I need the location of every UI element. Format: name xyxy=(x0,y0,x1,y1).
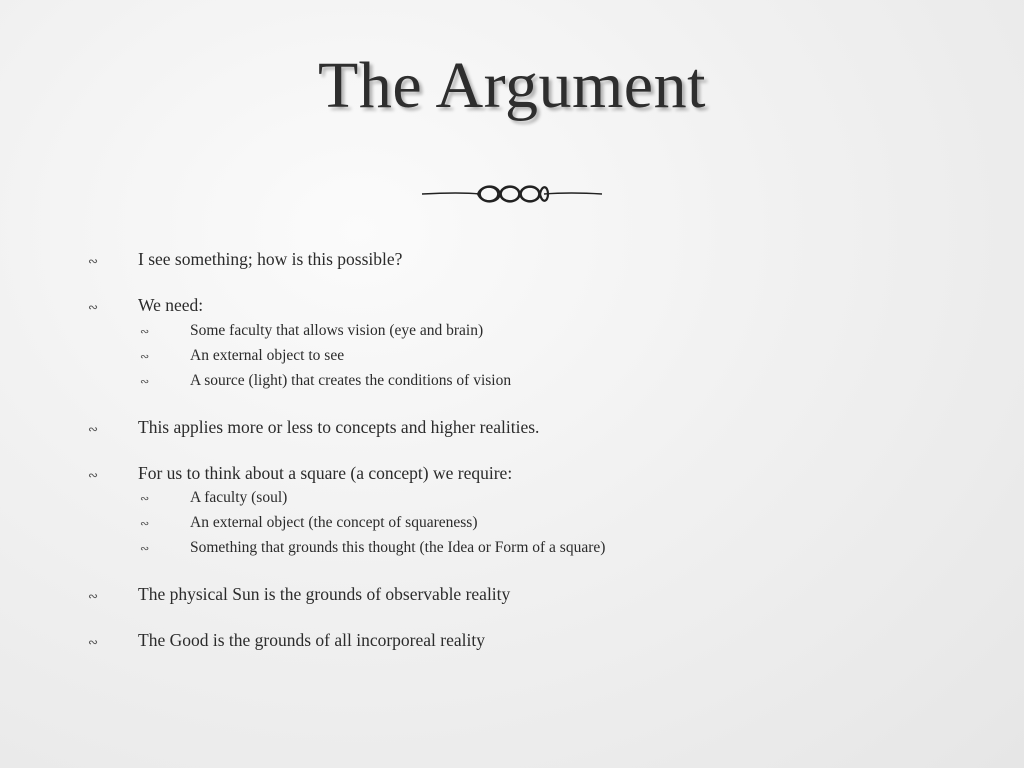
sub-bullet-item xyxy=(140,489,287,507)
sub-bullet-item xyxy=(140,347,344,365)
bullet-marker-icon: ∾ xyxy=(140,517,150,530)
sub-bullet-item xyxy=(140,372,511,390)
bullet-marker-icon: ∾ xyxy=(88,589,99,603)
bullet-item xyxy=(88,463,512,484)
sub-bullet-item xyxy=(140,514,478,532)
bullet-text: This applies more or less to concepts and higher realities. xyxy=(138,417,540,437)
bullet-text: I see something; how is this possible? xyxy=(138,249,403,269)
bullet-text: The Good is the grounds of all incorporeal reality xyxy=(138,630,485,650)
bullet-marker-icon: ∾ xyxy=(88,254,99,268)
bullet-text: The physical Sun is the grounds of observable reality xyxy=(138,584,511,604)
sub-bullet-text: Something that grounds this thought (the Idea or Form of a square) xyxy=(190,539,606,556)
bullet-marker-icon: ∾ xyxy=(140,325,150,338)
sub-bullet-text: An external object to see xyxy=(190,347,345,364)
bullet-marker-icon: ∾ xyxy=(140,350,150,363)
bullet-marker-icon: ∾ xyxy=(140,492,150,505)
bullet-item xyxy=(88,249,402,270)
slide-title: The Argument xyxy=(318,49,706,122)
sub-bullet-text: Some faculty that allows vision (eye and brain) xyxy=(190,322,484,339)
bullet-text: For us to think about a square (a concept) we require: xyxy=(138,463,513,483)
bullet-marker-icon: ∾ xyxy=(88,468,99,482)
bullet-marker-icon: ∾ xyxy=(88,300,99,314)
bullet-item xyxy=(88,417,539,438)
bullet-item xyxy=(88,630,485,651)
bullet-marker-icon: ∾ xyxy=(140,375,150,388)
bullet-item xyxy=(88,295,203,316)
bullet-marker-icon: ∾ xyxy=(88,635,99,649)
bullet-item xyxy=(88,584,510,605)
bullet-text: We need: xyxy=(138,295,204,315)
bullet-marker-icon: ∾ xyxy=(140,542,150,555)
sub-bullet-text: An external object (the concept of squareness) xyxy=(190,514,478,531)
sub-bullet-text: A faculty (soul) xyxy=(190,489,288,506)
sub-bullet-item xyxy=(140,539,605,557)
sub-bullet-text: A source (light) that creates the conditions of vision xyxy=(190,372,512,389)
sub-bullet-item xyxy=(140,322,483,340)
bullet-marker-icon: ∾ xyxy=(88,422,99,436)
